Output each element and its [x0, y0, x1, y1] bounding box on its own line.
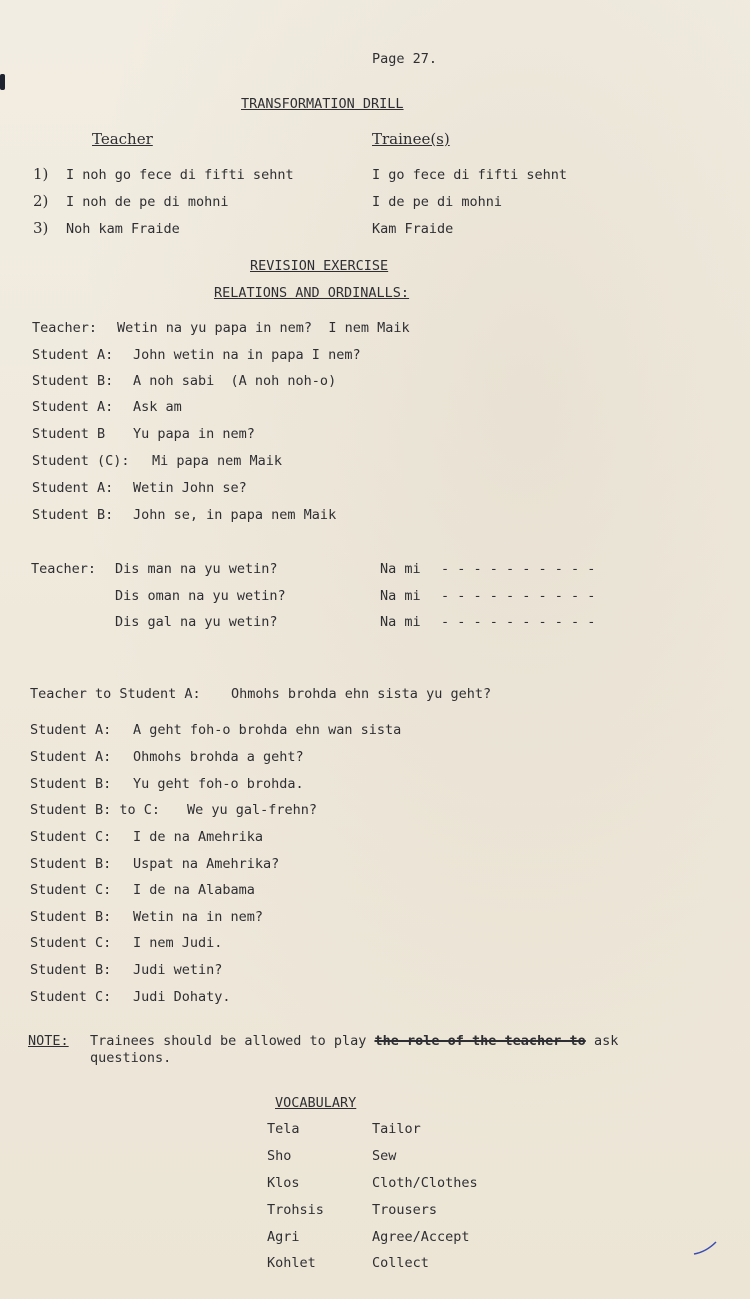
- drill-row-teacher: I noh go fece di fifti sehnt: [66, 167, 294, 183]
- note-struck-text: the role of the teacher to: [374, 1033, 586, 1049]
- answer-blank: - - - - - - - - - -: [441, 588, 596, 604]
- speaker-label: Student A:: [30, 722, 112, 738]
- answer-blank: - - - - - - - - - -: [441, 561, 596, 577]
- vocab-english: Trousers: [372, 1202, 438, 1218]
- drill-header-trainee: Trainee(s): [372, 130, 450, 148]
- relations-title: RELATIONS AND ORDINALLS:: [214, 285, 410, 301]
- vocab-english: Tailor: [372, 1121, 421, 1137]
- drill-row-trainee: I go fece di fifti sehnt: [372, 167, 568, 183]
- speaker-label: Student C:: [30, 829, 112, 845]
- note-text-continued: questions.: [90, 1050, 172, 1066]
- speaker-label: Teacher:: [32, 320, 98, 336]
- dialogue-line: Wetin na in nem?: [133, 909, 264, 925]
- vocab-english: Cloth/Clothes: [372, 1175, 478, 1191]
- speaker-label: Student B:: [30, 776, 112, 792]
- question-line: Dis oman na yu wetin?: [115, 588, 286, 604]
- speaker-label: Student A:: [30, 749, 112, 765]
- vocab-english: Collect: [372, 1255, 429, 1271]
- speaker-label: Student B:: [30, 856, 112, 872]
- speaker-label: Student B:: [30, 962, 112, 978]
- vocab-english: Sew: [372, 1148, 397, 1164]
- vocab-krio: Sho: [267, 1148, 292, 1164]
- answer-prefix: Na mi: [380, 561, 421, 577]
- dialogue-line: Judi Dohaty.: [133, 989, 231, 1005]
- speaker-label: Student B:: [30, 909, 112, 925]
- drill-row-num: 3): [33, 219, 49, 237]
- dialogue-line: Uspat na Amehrika?: [133, 856, 280, 872]
- dialogue-line: Ask am: [133, 399, 182, 415]
- speaker-label: Student B: to C:: [30, 802, 161, 818]
- dialogue-line: Judi wetin?: [133, 962, 223, 978]
- dialogue-line: Yu papa in nem?: [133, 426, 255, 442]
- vocab-title: VOCABULARY: [275, 1095, 357, 1111]
- note-label: NOTE:: [28, 1033, 69, 1049]
- dialogue-line: I de na Alabama: [133, 882, 255, 898]
- pen-mark: [692, 1238, 722, 1258]
- note-text: [90, 1033, 618, 1049]
- dialogue-line: I nem Judi.: [133, 935, 223, 951]
- dialogue-line: John wetin na in papa I nem?: [133, 347, 361, 363]
- speaker-label: Teacher:: [31, 561, 97, 577]
- answer-prefix: Na mi: [380, 614, 421, 630]
- dialogue-line: Ohmohs brohda ehn sista yu geht?: [231, 686, 492, 702]
- note-text-end: ask: [585, 1033, 619, 1049]
- drill-row-teacher: Noh kam Fraide: [66, 221, 180, 237]
- dialogue-line: Wetin John se?: [133, 480, 247, 496]
- binding-hole-mark: [0, 74, 5, 90]
- dialogue-line: We yu gal-frehn?: [187, 802, 318, 818]
- speaker-label: Student C:: [30, 882, 112, 898]
- dialogue-line: Ohmohs brohda a geht?: [133, 749, 304, 765]
- vocab-krio: Klos: [267, 1175, 300, 1191]
- dialogue-line: John se, in papa nem Maik: [133, 507, 337, 523]
- speaker-label: Student C:: [30, 989, 112, 1005]
- vocab-english: Agree/Accept: [372, 1229, 470, 1245]
- speaker-label: Student (C):: [32, 453, 130, 469]
- speaker-label: Student C:: [30, 935, 112, 951]
- question-line: Dis gal na yu wetin?: [115, 614, 278, 630]
- answer-blank: - - - - - - - - - -: [441, 614, 596, 630]
- revision-title: REVISION EXERCISE: [250, 258, 389, 274]
- vocab-krio: Kohlet: [267, 1255, 316, 1271]
- dialogue-line: A geht foh-o brohda ehn wan sista: [133, 722, 402, 738]
- drill-row-trainee: I de pe di mohni: [372, 194, 503, 210]
- note-text-start: Trainees should be allowed to play: [90, 1033, 375, 1049]
- dialogue-line: Yu geht foh-o brohda.: [133, 776, 304, 792]
- drill-row-teacher: I noh de pe di mohni: [66, 194, 229, 210]
- drill-row-num: 1): [33, 165, 49, 183]
- dialogue-line: A noh sabi (A noh noh-o): [133, 373, 337, 389]
- vocab-krio: Trohsis: [267, 1202, 324, 1218]
- dialogue-line: Wetin na yu papa in nem? I nem Maik: [117, 320, 410, 336]
- page-number: Page 27.: [372, 51, 438, 67]
- vocab-krio: Agri: [267, 1229, 300, 1245]
- speaker-label: Student B:: [32, 507, 114, 523]
- drill-row-trainee: Kam Fraide: [372, 221, 454, 237]
- drill-row-num: 2): [33, 192, 49, 210]
- question-line: Dis man na yu wetin?: [115, 561, 278, 577]
- speaker-label: Student A:: [32, 399, 114, 415]
- vocab-krio: Tela: [267, 1121, 300, 1137]
- answer-prefix: Na mi: [380, 588, 421, 604]
- speaker-label: Teacher to Student A:: [30, 686, 201, 702]
- speaker-label: Student B:: [32, 373, 114, 389]
- speaker-label: Student B: [32, 426, 106, 442]
- dialogue-line: Mi papa nem Maik: [152, 453, 283, 469]
- drill-header-teacher: Teacher: [92, 130, 153, 148]
- drill-title: TRANSFORMATION DRILL: [241, 96, 404, 112]
- speaker-label: Student A:: [32, 480, 114, 496]
- dialogue-line: I de na Amehrika: [133, 829, 264, 845]
- speaker-label: Student A:: [32, 347, 114, 363]
